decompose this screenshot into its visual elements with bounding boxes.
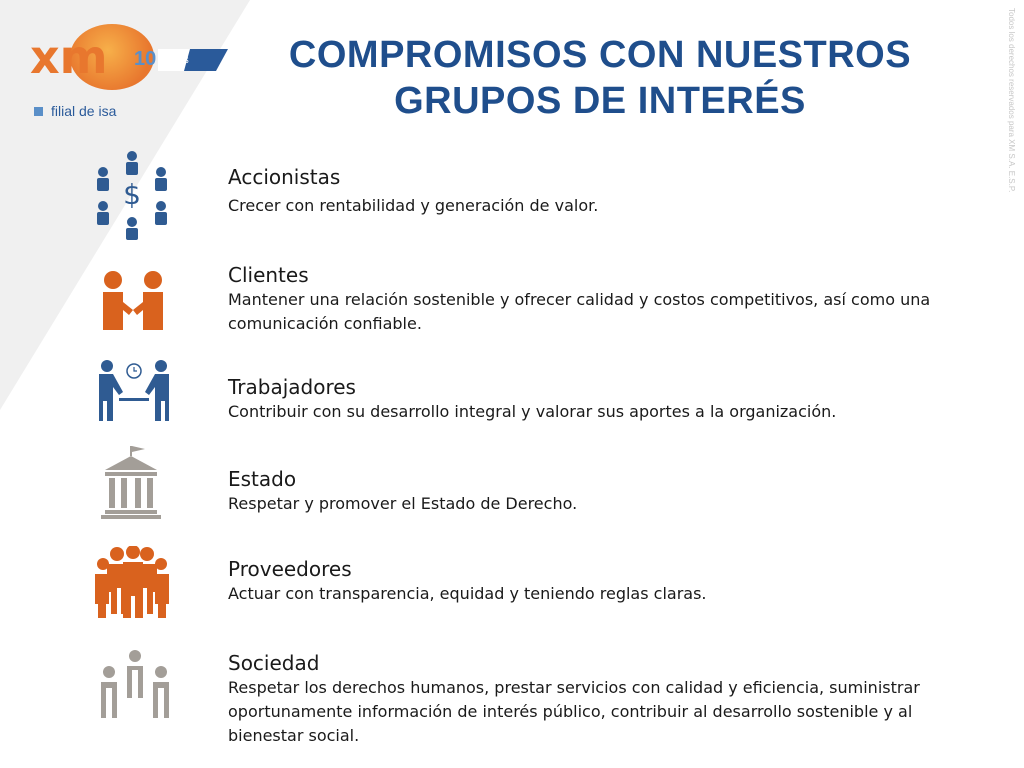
group-title: Sociedad [228, 651, 320, 675]
group-accionistas-text [228, 150, 968, 218]
copyright-note [1005, 8, 1017, 248]
group-sociedad-text [228, 650, 968, 748]
state-building-icon [95, 446, 175, 536]
group-title: Proveedores [228, 557, 352, 581]
page-title-line-2: GRUPOS DE INTERÉS [394, 80, 806, 122]
group-estado-text [228, 446, 968, 516]
group-trabajadores-text [228, 358, 968, 424]
logo-badge-number: 10 [134, 48, 157, 70]
group-proveedores-text [228, 546, 968, 606]
group-description: Crecer con rentabilidad y generación de valor. [228, 196, 599, 215]
group-description: Mantener una relación sostenible y ofrecer calidad y costos competitivos, así como una comunicación confiable. [228, 290, 931, 333]
logo-brand: xm [30, 30, 108, 84]
page-title-line-1: COMPROMISOS CON NUESTROS [288, 34, 912, 76]
company-logo [30, 22, 210, 122]
society-people-icon [95, 650, 175, 740]
group-description: Contribuir con su desarrollo integral y valorar sus aportes a la organización. [228, 402, 837, 421]
workers-meeting-icon [95, 358, 175, 448]
page-title [230, 32, 970, 124]
group-clientes-text [228, 262, 968, 336]
group-description: Respetar los derechos humanos, prestar servicios con calidad y eficiencia, suministrar oportunamente información de interés público, contribuir al desarrollo sostenible y al bienestar social. [228, 678, 920, 745]
group-title: Clientes [228, 263, 309, 287]
shareholders-icon [95, 150, 175, 240]
svg-text:$: $ [123, 178, 141, 211]
group-title: Trabajadores [228, 375, 356, 399]
clients-handshake-icon [95, 262, 175, 352]
group-description: Actuar con transparencia, equidad y teniendo reglas claras. [228, 584, 707, 603]
suppliers-group-icon [95, 546, 175, 636]
group-title: Accionistas [228, 165, 341, 189]
logo-badge-suffix: AÑOS [166, 56, 189, 65]
group-title: Estado [228, 467, 297, 491]
copyright-note-text: Todos los derechos reservados para XM S.A. E.S.P. [1007, 8, 1016, 193]
group-description: Respetar y promover el Estado de Derecho. [228, 494, 578, 513]
logo-subtitle-text: filial de isa [51, 103, 117, 119]
logo-square-icon [34, 107, 43, 116]
logo-subtitle [34, 102, 116, 120]
